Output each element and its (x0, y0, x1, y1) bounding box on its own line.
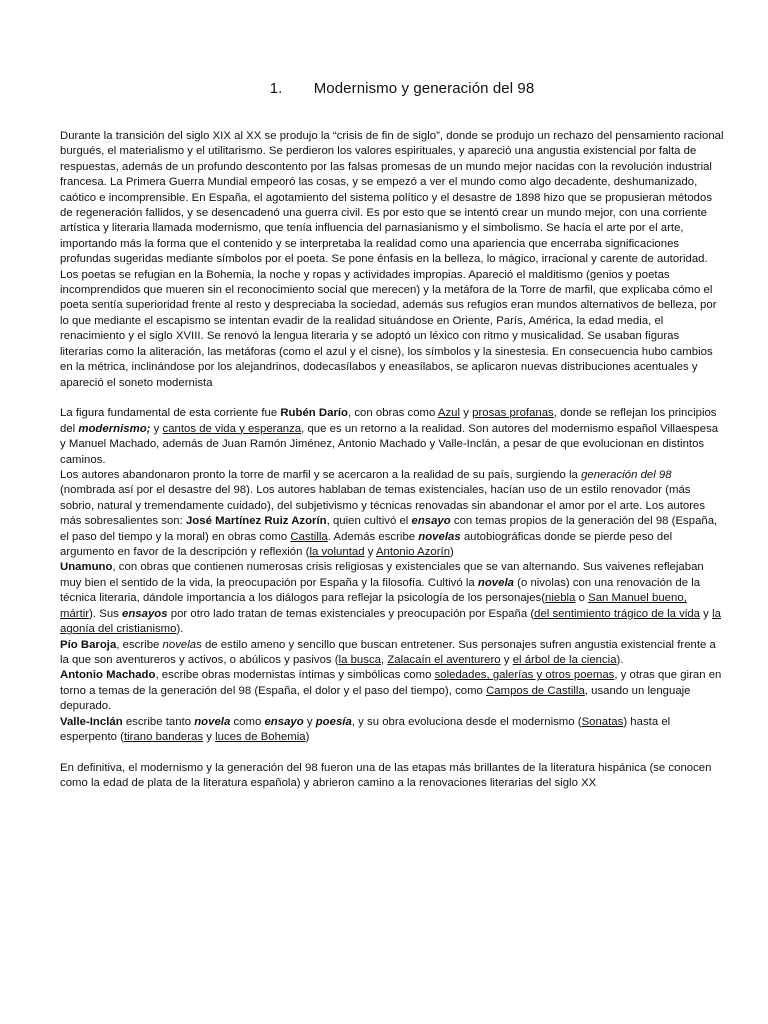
text-run: ) (450, 546, 454, 559)
document-body (60, 129, 724, 792)
work-title: niebla (545, 592, 576, 605)
text-run: , usando un lenguaje depurado. (60, 684, 691, 713)
section-number: 1. (269, 80, 283, 97)
work-title: Azul (437, 407, 461, 420)
text-run: Los autores abandonaron pronto la torre de marfil y se acercaron a la realidad de su país, surgiendo la (60, 469, 582, 482)
work-title: Antonio Azorín (375, 546, 451, 559)
text-run: , con obras que contienen numerosas crisis religiosas y existenciales que se van alternando. Sus vaivenes reflejaban muy bien el sentido de la vida, la preocupación por España y la filosofía. Cultivó la (60, 561, 704, 589)
text-run: y (460, 407, 473, 420)
text-run: y (203, 730, 216, 743)
paragraph-conclusion (60, 761, 724, 792)
emphasis: poesía (315, 715, 352, 728)
text-run: Durante la transición del siglo XIX al XX se produjo la “crisis de fin de siglo”, donde se produjo un rechazo del pensamiento racional burgués, el materialismo y el utilitarismo. Se perdieron los valores espirituales, y apareció una angustia existencial por falta de respuestas, además de un profundo descontento por las falsas promesas de un mundo mejor nacidas con la revolución industrial francesa. La Primera Guerra Mundial empeoró las cosas, y se empezó a ver el mundo como algo decadente, deshumanizado, caótico e incomprensible. En España, el agotamiento del sistema político y el desastre de 1898 hizo que se propusieran métodos de regeneración fallidos, y se desencadenó una guerra civil. Es por esto que se intentó crear un mundo mejor, con una corriente artística y literaria llamada modernismo, que tenía influencia del parnasianismo y el simbolismo. Se hacía el arte por el arte, importando más la forma que el contenido y se interpretaba la realidad como una apariencia que encerraba significaciones profundas sugeridas mediante símbolos por el poeta. Se pone énfasis en la belleza, lo mágico, irracional y carente de autoridad. Los poetas se refugian en la Bohemia, la noche y ropas y actividades impropias. Apareció el malditismo (genios y poetas incomprendidos que mueren sin el reconocimiento social que merecen) y la metáfora de la Torre de marfil, que explicaba cómo el poeta sentía superioridad frente al resto y despreciaba la sociedad, además sus refugios eran mundos alternativos de belleza, por lo que mediante el escapismo se intentan evadir de la realidad situándose en Oriente, París, América, la edad media, el renacimiento y el siglo XVIII. Se renovó la lengua literaria y se adoptó un léxico con ritmo y musicalidad. Se usaban figuras literarias como la aliteración, las metáforas (como el azul y el cisne), los símbolos y la sinestesia. En consecuencia hubo cambios en la métrica, inclinándose por los alejandrinos, dodecasílabos y eneasílabos, se aplicaron nuevas distribuciones acentuales y apareció el soneto modernista (60, 130, 724, 389)
emphasis: novela (194, 715, 231, 728)
work-title: la agonía del cristianismo (60, 607, 721, 636)
author-name: José Martínez Ruiz Azorín (185, 515, 327, 528)
work-title: el árbol de la ciencia (512, 653, 617, 666)
text-run: ) (305, 730, 310, 743)
section-title-text: Modernismo y generación del 98 (313, 80, 535, 97)
author-name: Antonio Machado (60, 669, 156, 682)
work-title: prosas profanas (472, 407, 554, 420)
text-run: ). Sus (89, 607, 123, 620)
emphasis: novelas (418, 530, 461, 543)
text-run: escribe tanto (122, 715, 195, 728)
work-title: Castilla (290, 530, 328, 543)
text-run: y (700, 607, 713, 620)
text-run: ). (176, 623, 184, 636)
text-run: y (303, 715, 316, 728)
paragraph-intro (60, 129, 724, 391)
emphasis: ensayo (411, 515, 451, 528)
work-title: del sentimiento trágico de la vida (534, 607, 701, 620)
text-run: , con obras como (348, 407, 438, 420)
text-run: . Además escribe (327, 530, 419, 543)
emphasis: ensayos (122, 607, 168, 620)
text-run: , que es un retorno a la realidad. Son autores del modernismo español Villaespesa y Manuel Machado, además de Juan Ramón Jiménez, Antonio Machado y Valle-Inclán, a pesar de que evolucionan en distintos caminos. (60, 422, 719, 466)
text-run: En definitiva, el modernismo y la generación del 98 fueron una de las etapas más brillantes de la literatura hispánica (se conocen como la edad de plata de la literatura española) y abrieron camino a la renovaciones literarias del siglo XX (60, 761, 712, 790)
work-title: la voluntad (309, 546, 365, 559)
author-name: Rubén Darío (280, 407, 349, 420)
text-run: (nombrada así por el desastre del 98). Los autores hablaban de temas existenciales, hacían uso de un estilo renovador (más sobrio, natural y tremendamente cuidado), del subjetivismo y técnicas renovadas sin abandonar el amor por el arte. Los autores más sobresalientes son: (60, 484, 706, 528)
work-title: Sonatas (581, 715, 624, 728)
author-name: Pío Baroja (60, 638, 117, 651)
text-run: (o nivolas) con una renovación de la técnica literaria, dándole importancia a los diálogos para reflejar la psicología de los personajes( (60, 576, 701, 605)
emphasis: novela (477, 576, 514, 589)
text-run: , (380, 653, 388, 666)
text-run: y (364, 546, 376, 559)
text-run: , quien cultivó el (326, 515, 412, 528)
work-title: la busca (338, 653, 381, 666)
text-run: , escribe obras modernistas íntimas y simbólicas como (155, 669, 435, 682)
text-run: y (500, 653, 513, 666)
text-run: La figura fundamental de esta corriente fue (60, 407, 281, 420)
text-run: , y otras que giran en torno a temas de la generación del 98 (España, el dolor y el paso del tiempo), como (60, 669, 722, 697)
emphasis: ensayo (264, 715, 304, 728)
text-run: , donde se reflejan los principios del (60, 407, 717, 435)
work-title: Campos de Castilla (486, 684, 585, 697)
text-run: por otro lado tratan de temas existenciales y preocupación por España ( (167, 607, 535, 620)
text-run: de estilo ameno y sencillo que buscan entretener. Sus personajes sufren angustia existencial frente a la que son aventureros y activos, o abúlicos y pasivos ( (60, 638, 716, 666)
work-title: Zalacaín el aventurero (387, 653, 501, 666)
work-title: San Manuel bueno, mártir (60, 592, 687, 620)
author-name: Valle-Inclán (60, 715, 123, 728)
text-run: ). (616, 653, 624, 666)
text-run: , y su obra evoluciona desde el modernismo ( (351, 715, 582, 728)
emphasis: generación del 98 (581, 469, 672, 482)
emphasis: novelas (162, 638, 202, 651)
work-title: luces de Bohemia (215, 730, 306, 743)
text-run: , escribe (116, 638, 163, 651)
work-title: tirano banderas (123, 730, 204, 743)
text-run: y (150, 422, 163, 435)
author-name: Unamuno (60, 561, 113, 574)
paragraph-authors (60, 406, 724, 745)
text-run: o (575, 592, 589, 605)
work-title: cantos de vida y esperanza (162, 422, 302, 435)
section-title (60, 80, 724, 97)
emphasis: modernismo; (78, 422, 151, 435)
text-run: ) hasta el esperpento ( (60, 715, 671, 743)
text-run: autobiográficas donde se pierde peso del argumento en favor de la descripción y reflexión ( (60, 530, 673, 559)
text-run: con temas propios de la generación del 98 (España, el paso del tiempo y la moral) en obras como (60, 515, 718, 543)
text-run: como (230, 715, 265, 728)
work-title: soledades, galerías y otros poemas (434, 669, 615, 682)
